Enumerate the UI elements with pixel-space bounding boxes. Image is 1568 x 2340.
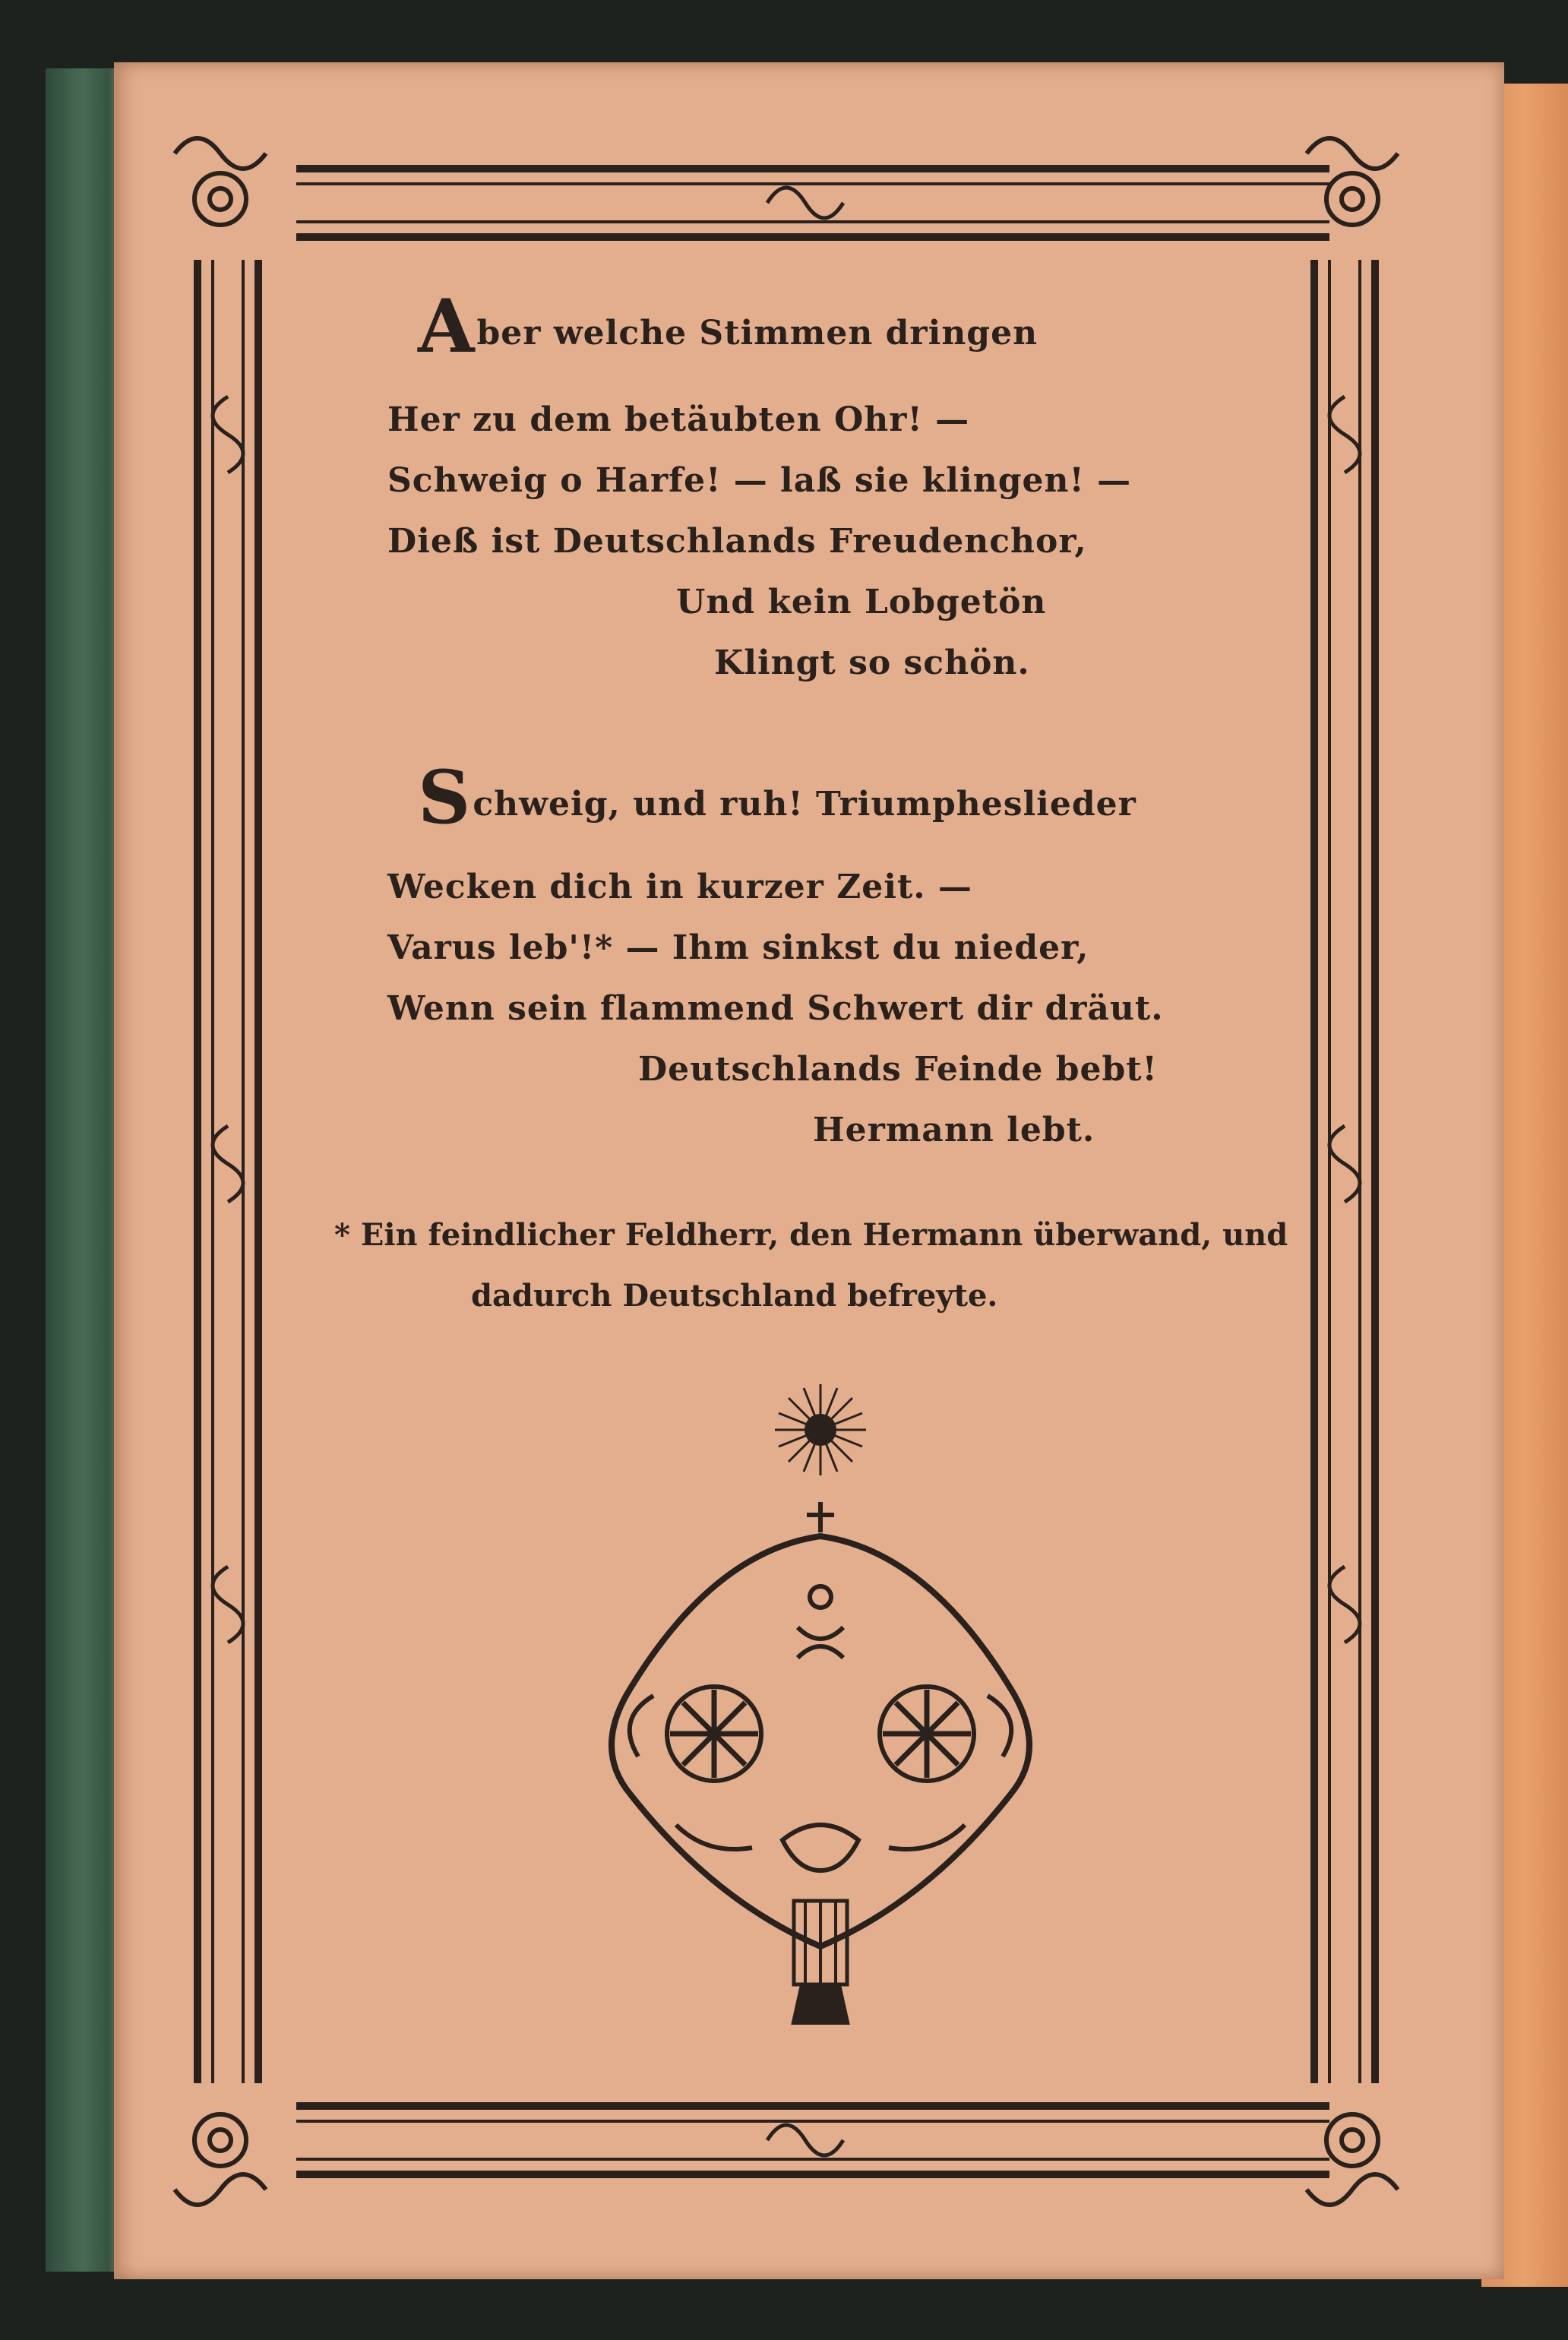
book-page	[114, 62, 1504, 2279]
stanza1-first-line	[418, 283, 1038, 369]
footnote-line-2: dadurch Deutschland befreyte.	[471, 1278, 998, 1314]
floral-vignette-icon	[524, 1369, 1117, 2038]
footnote-line-1: * Ein feindlicher Feldherr, den Hermann überwand, und	[334, 1217, 1288, 1253]
drop-capital-a: A	[418, 283, 476, 369]
stanza2-line-6: Hermann lebt.	[813, 1111, 1095, 1149]
stanza2-line-1: chweig, und ruh! Triumphеslieder	[473, 785, 1136, 824]
stanza1-line-4: Dieß ist Deutschlands Freudenchor,	[387, 522, 1087, 561]
stanza1-line-6: Klingt so schön.	[714, 644, 1030, 682]
stanza1-line-2: Her zu dem betäubten Ohr! —	[387, 400, 970, 439]
stanza2-line-5: Deutschlands Feinde bebt!	[638, 1050, 1158, 1089]
stanza1-line-3: Schweig o Harfe! — laß sie klingen! —	[387, 461, 1132, 500]
drop-capital-s: S	[418, 754, 472, 840]
stanza2-line-4: Wenn sein flammend Schwert dir dräut.	[387, 989, 1164, 1028]
stanza1-line-1: ber welche Stimmen dringen	[476, 314, 1038, 353]
stanza1-line-5: Und kein Lobgetön	[676, 583, 1047, 621]
stanza2-line-3: Varus leb'!* — Ihm sinkst du nieder,	[387, 928, 1089, 967]
stanza2-first-line	[418, 754, 1136, 840]
stanza2-line-2: Wecken dich in kurzer Zeit. —	[387, 868, 972, 906]
